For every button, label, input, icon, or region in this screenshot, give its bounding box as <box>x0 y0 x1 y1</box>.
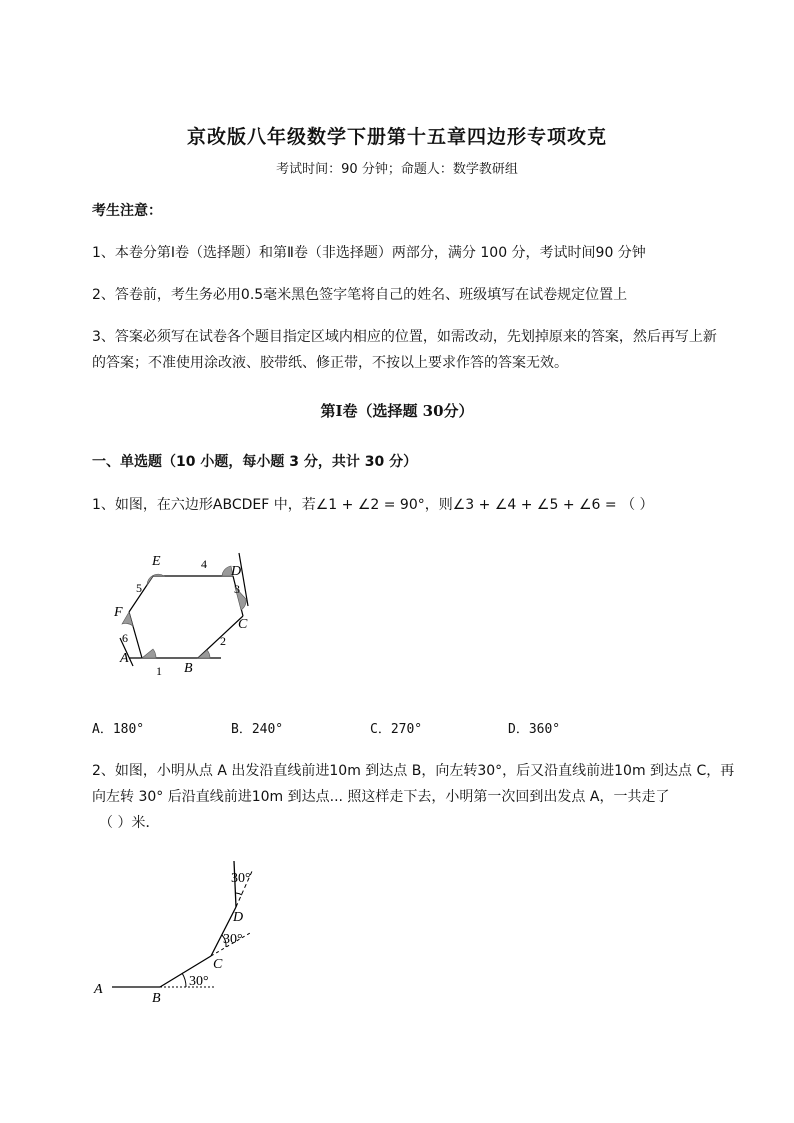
notice-item-3: 3、答案必须写在试卷各个题目指定区域内相应的位置，如需改动，先划掉原来的答案，然后再写上新 <box>92 329 717 345</box>
option-d[interactable]: D．360° <box>508 722 561 737</box>
path-point-C: C <box>213 957 223 972</box>
page-title: 京改版八年级数学下册第十五章四边形专项攻克 <box>186 126 607 148</box>
angle-2-mark <box>198 650 210 658</box>
path-point-A: A <box>94 982 103 997</box>
angle-4-label: 4 <box>201 557 207 571</box>
angle-5-label: 5 <box>136 581 142 595</box>
angle-d-label: 30° <box>231 871 251 886</box>
question-1-stem: 1、如图，在六边形ABCDEF 中，若∠1 + ∠2 = 90°，则∠3 + ∠4 + ∠5 + ∠6 = （ ） <box>92 497 654 513</box>
option-b[interactable]: B．240° <box>231 722 284 737</box>
question-2-stem-line-1: 2、如图，小明从点 A 出发沿直线前进10m 到达点 B，向左转30°，后又沿直线前进10m 到达点 C，再 <box>92 763 735 779</box>
option-c[interactable]: C．270° <box>370 722 423 737</box>
point-C: C <box>238 617 248 632</box>
hexagon-figure <box>100 548 280 688</box>
point-B: B <box>184 661 193 676</box>
point-E: E <box>152 554 161 569</box>
angle-c-label: 30° <box>223 932 243 947</box>
path-point-D: D <box>233 910 244 925</box>
notice-item-3-cont: 的答案；不准使用涂改液、胶带纸、修正带，不按以上要求作答的答案无效。 <box>92 355 568 371</box>
point-D: D <box>231 564 242 579</box>
question-2-stem-line-3: （ ）米． <box>99 815 160 831</box>
path-point-B: B <box>152 991 161 1006</box>
point-F: F <box>114 605 123 620</box>
option-a[interactable]: A．180° <box>92 722 145 737</box>
question-2-stem-line-2: 向左转 30° 后沿直线前进10m 到达点... 照这样走下去，小明第一次回到出发点 A，一共走了 <box>92 789 670 805</box>
angle-6-label: 6 <box>122 631 128 645</box>
notice-item-1: 1、本卷分第Ⅰ卷（选择题）和第Ⅱ卷（非选择题）两部分，满分 100 分，考试时间90 分钟 <box>92 245 646 261</box>
notice-item-2: 2、答卷前，考生务必用0.5毫米黑色签字笔将自己的姓名、班级填写在试卷规定位置上 <box>92 287 628 303</box>
part-title: 一、单选题（10 小题，每小题 3 分，共计 30 分） <box>92 454 418 470</box>
section-title: 第Ⅰ卷（选择题 30分） <box>320 402 474 420</box>
angle-2-label: 2 <box>220 634 226 648</box>
angle-b-label: 30° <box>189 974 209 989</box>
notice-heading: 考生注意： <box>92 203 162 219</box>
point-A: A <box>120 651 129 666</box>
exam-info: 考试时间：90 分钟；命题人：数学教研组 <box>276 162 518 177</box>
walking-path-figure <box>90 855 270 1010</box>
angle-5-mark <box>147 574 164 585</box>
angle-1-label: 1 <box>156 664 162 678</box>
angle-3-label: 3 <box>234 582 240 596</box>
angle-1-mark <box>142 649 156 658</box>
